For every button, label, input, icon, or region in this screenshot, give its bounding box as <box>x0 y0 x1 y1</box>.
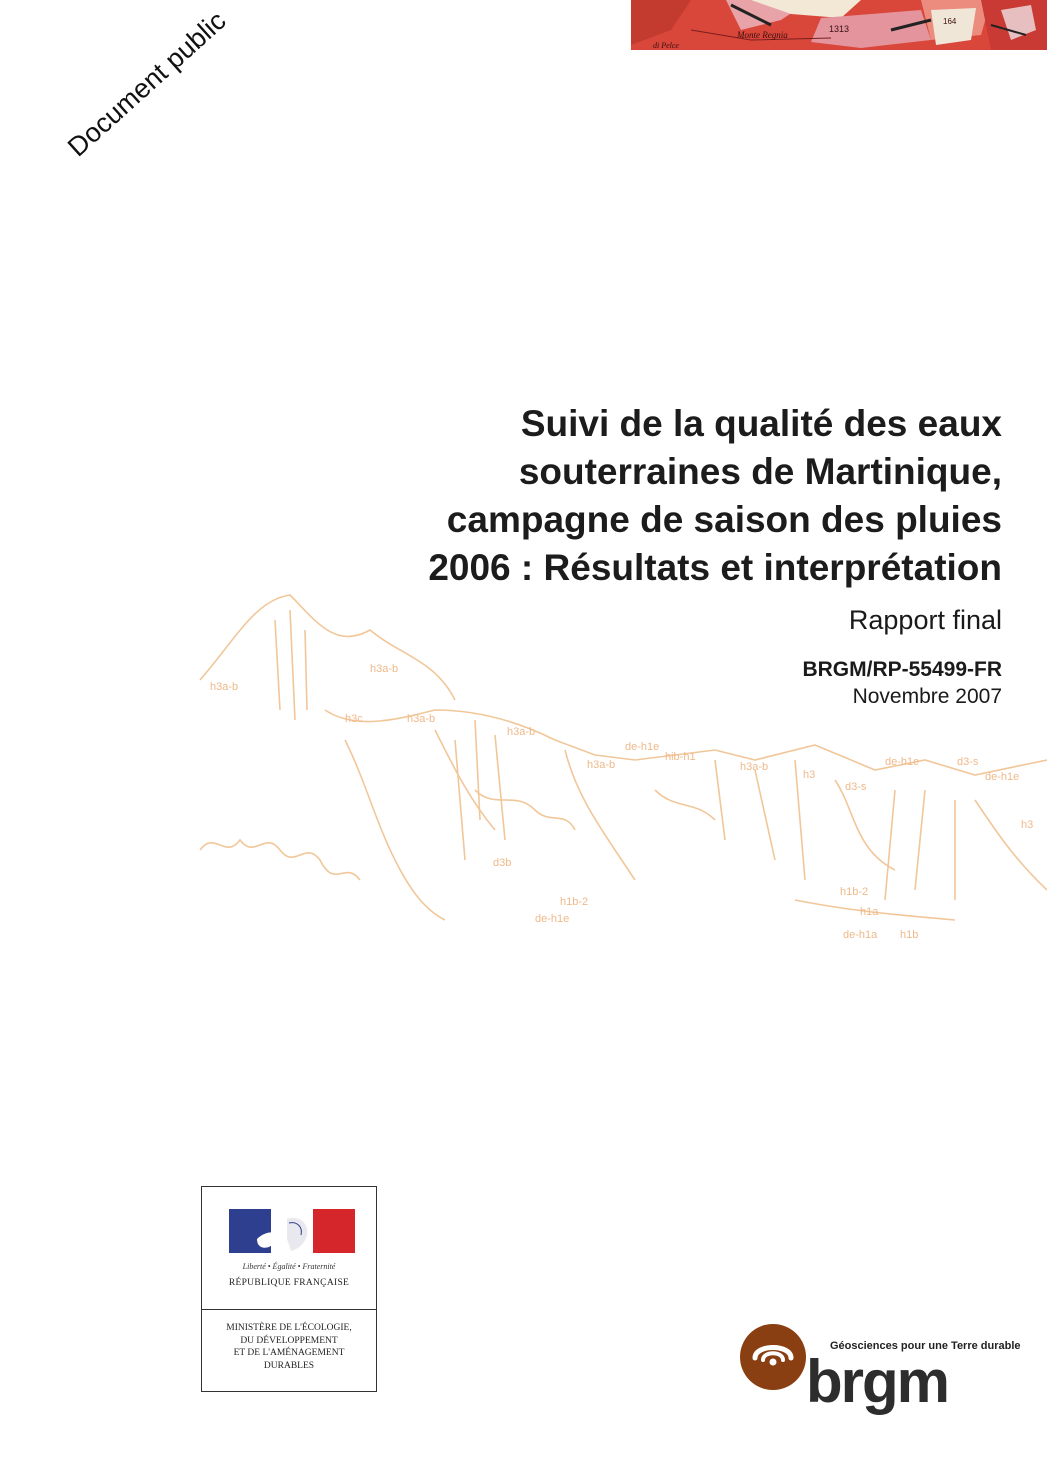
republique-francaise-logo <box>202 1187 376 1310</box>
sketch-label: h1a <box>860 906 879 918</box>
ministry-name <box>202 1310 376 1372</box>
ministry-line: ET DE L'AMÉNAGEMENT <box>233 1348 345 1358</box>
sketch-label: h1b <box>900 929 919 941</box>
government-logo-box <box>201 1186 377 1392</box>
ministry-line: DURABLES <box>263 1360 315 1371</box>
sketch-label: d3-s <box>957 756 979 768</box>
report-number: BRGM/RP-55499-FR <box>802 658 1002 681</box>
title-block <box>282 400 1002 710</box>
geological-map-fragment <box>631 0 1047 50</box>
sketch-label: de-h1e <box>535 913 570 925</box>
sketch-label: h3 <box>803 769 816 781</box>
republic-motto: Liberté • Égalité • Fraternité <box>242 1262 336 1271</box>
sketch-label: h3a-b <box>740 761 769 773</box>
sketch-label: de-h1e <box>985 771 1020 783</box>
sketch-label: de-h1e <box>625 741 660 753</box>
report-title-line: 2006 : Résultats et interprétation <box>428 547 1002 588</box>
report-date: Novembre 2007 <box>852 685 1002 708</box>
report-title-line: souterraines de Martinique, <box>518 451 1002 492</box>
sketch-label: de-h1e <box>885 756 920 768</box>
sketch-label: h3a-b <box>587 759 616 771</box>
map-label: 164 <box>943 17 957 26</box>
map-label: 1313 <box>829 24 850 34</box>
sketch-label: de-h1a <box>843 929 878 941</box>
sketch-label: h3 <box>1021 819 1034 831</box>
sketch-label: h1b-2 <box>840 886 869 898</box>
sketch-label: h3a-b <box>407 713 436 725</box>
republique-francaise-label: RÉPUBLIQUE FRANÇAISE <box>228 1278 350 1288</box>
marianne-flag-icon <box>229 1209 355 1253</box>
sketch-label: h3a-b <box>507 726 536 738</box>
document-public-stamp: Document public <box>62 5 232 163</box>
map-label: Monte Regnia <box>737 30 788 40</box>
brgm-wordmark: brgm <box>806 1348 948 1415</box>
report-title-line: campagne de saison des pluies <box>446 499 1002 540</box>
ministry-line: MINISTÈRE DE L'ÉCOLOGIE, <box>226 1323 352 1333</box>
sketch-label: h1b-2 <box>560 896 589 908</box>
sketch-label: d3-s <box>845 781 867 793</box>
sketch-label: h3a-b <box>370 663 399 675</box>
report-subtitle: Rapport final <box>848 605 1002 635</box>
ministry-line: DU DÉVELOPPEMENT <box>240 1335 338 1346</box>
map-label: di Pelce <box>653 41 679 50</box>
sketch-label: h3c <box>345 713 363 725</box>
sketch-label: h3a-b <box>210 681 239 693</box>
brgm-tagline: Géosciences pour une Terre durable <box>830 1340 1021 1352</box>
sketch-label: d3b <box>493 857 512 869</box>
brgm-logo-icon <box>738 1322 808 1392</box>
report-title-line: Suivi de la qualité des eaux <box>520 403 1002 444</box>
sketch-label: hib-h1 <box>665 751 696 763</box>
